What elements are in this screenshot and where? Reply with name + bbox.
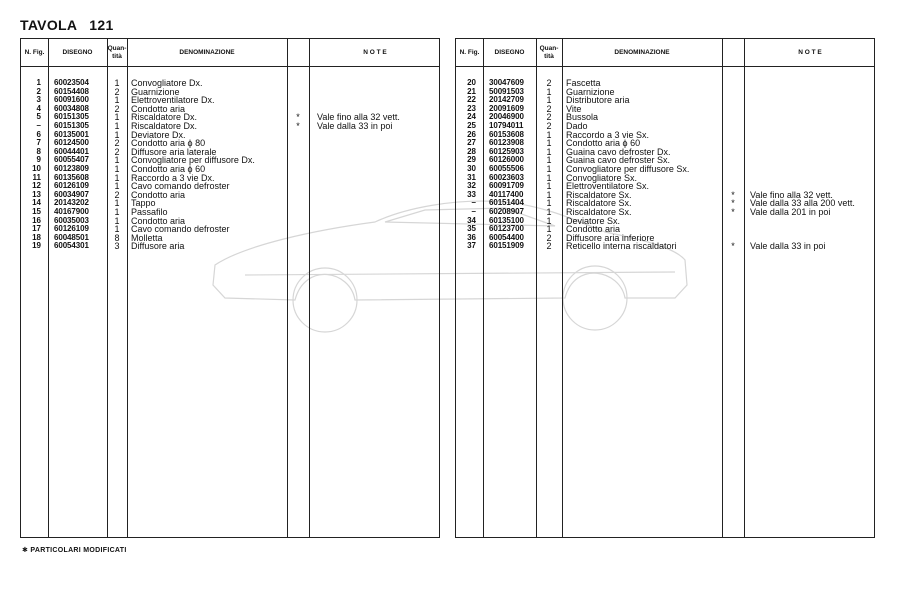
drawing-number: 60135608 [54, 172, 89, 182]
drawing-number: 50091503 [489, 86, 524, 96]
fig-number: 10 [32, 164, 41, 173]
footnote: ✱ PARTICOLARI MODIFICATI [22, 547, 127, 554]
fig-number: 15 [32, 207, 41, 216]
header-denominazione: DENOMINAZIONE [614, 48, 670, 56]
quantity: 1 [546, 181, 552, 192]
part-name: Distributore aria [566, 95, 630, 106]
quantity: 1 [114, 224, 120, 235]
quantity: 2 [546, 103, 552, 114]
fig-number: 20 [467, 78, 476, 87]
header-disegno: DISEGNO [494, 48, 525, 56]
fig-number: 16 [32, 215, 41, 225]
drawing-number: 10794011 [489, 121, 524, 130]
part-name: Diffusore aria laterale [131, 146, 217, 157]
drawing-number: 60091709 [489, 181, 524, 191]
fig-number: 1 [36, 78, 41, 87]
fig-number: 13 [32, 189, 41, 199]
drawing-number: 60154408 [54, 86, 89, 96]
fig-number: 23 [467, 103, 476, 113]
part-name: Cavo comando defroster [131, 224, 230, 235]
quantity: 1 [114, 207, 120, 217]
part-name: Condotto aria ϕ 60 [131, 164, 206, 174]
drawing-number: 60126109 [54, 224, 89, 234]
part-name: Convogliatore Sx. [566, 172, 638, 183]
part-name: Guaina cavo defroster Sx. [566, 155, 671, 166]
table-row [456, 242, 874, 251]
quantity: 1 [546, 207, 552, 217]
drawing-number: 60034907 [54, 189, 89, 199]
drawing-number: 30047609 [489, 78, 524, 87]
title-word: TAVOLA [20, 17, 78, 33]
quantity: 1 [546, 172, 552, 183]
header-quantita: Quan-tità [539, 44, 559, 60]
fig-number: 27 [467, 138, 476, 148]
note-text: Vale fino alla 32 vett. [750, 189, 833, 200]
note-text: Vale dalla 33 in poi [750, 241, 826, 252]
drawing-number: 60048501 [54, 232, 89, 242]
note-text: Vale dalla 33 in poi [317, 121, 393, 131]
drawing-number: 60054301 [54, 241, 89, 251]
part-name: Reticello interna riscaldatori [566, 241, 677, 252]
drawing-number: 60091600 [54, 95, 89, 105]
drawing-number: 60123908 [489, 138, 524, 148]
drawing-number: 60151305 [54, 112, 89, 122]
quantity: 2 [546, 78, 552, 88]
drawing-number: 40167900 [54, 207, 89, 216]
drawing-number: 20046900 [489, 112, 524, 122]
fig-number: 34 [467, 215, 476, 225]
part-name: Diffusore aria [131, 241, 185, 252]
part-name: Riscaldatore Dx. [131, 121, 198, 131]
part-name: Condotto aria ϕ 80 [131, 138, 206, 149]
fig-number: 2 [36, 86, 41, 96]
fig-number: 14 [32, 198, 41, 208]
quantity: 2 [114, 103, 120, 114]
quantity: 2 [114, 146, 120, 157]
part-name: Riscaldatore Sx. [566, 198, 632, 209]
drawing-number: 20143202 [54, 198, 89, 208]
fig-number: 4 [36, 103, 41, 113]
fig-number: 37 [467, 241, 476, 251]
quantity: 1 [114, 198, 120, 209]
fig-number: 29 [467, 155, 476, 165]
part-name: Molletta [131, 232, 163, 243]
fig-number: 5 [36, 112, 41, 122]
fig-number: 7 [36, 138, 41, 148]
part-name: Condotto aria [131, 215, 186, 226]
quantity: 1 [546, 155, 552, 166]
fig-number: 12 [32, 181, 41, 191]
quantity: 2 [114, 86, 120, 97]
drawing-number: 60123700 [489, 224, 524, 234]
left-parts-table [20, 38, 440, 538]
part-name: Raccordo a 3 vie Sx. [566, 129, 650, 140]
part-name: Dado [566, 121, 588, 131]
modified-marker: * [731, 198, 735, 209]
header-note: N O T E [798, 48, 822, 56]
fig-number: 18 [32, 232, 41, 242]
quantity: 1 [114, 112, 120, 123]
drawing-number: 60055407 [54, 155, 89, 165]
part-name: Condotto aria [566, 224, 621, 235]
part-name: Tappo [131, 198, 156, 209]
quantity: 1 [546, 86, 552, 97]
quantity: 1 [546, 138, 552, 149]
drawing-number: 60023603 [489, 172, 524, 182]
drawing-number: 20142709 [489, 95, 524, 105]
drawing-number: 60035003 [54, 215, 89, 225]
header-fig: N. Fig. [24, 48, 45, 56]
quantity: 1 [114, 121, 120, 131]
modified-marker: * [296, 121, 300, 131]
drawing-number: 40117400 [489, 189, 524, 199]
part-name: Bussola [566, 112, 599, 123]
drawing-number: 20091609 [489, 103, 524, 113]
drawing-number: 60054400 [489, 232, 524, 242]
note-text: Vale dalla 201 in poi [750, 207, 831, 217]
drawing-number: 60044401 [54, 146, 89, 156]
quantity: 1 [114, 155, 120, 166]
right-parts-table [455, 38, 875, 538]
quantity: 2 [546, 232, 552, 243]
quantity: 1 [546, 215, 552, 226]
quantity: 2 [546, 121, 552, 131]
fig-number: – [471, 207, 476, 216]
part-name: Elettroventilatore Dx. [131, 95, 215, 106]
header-quantita: Quan-tità [107, 44, 127, 60]
part-name: Fascetta [566, 78, 601, 88]
table-row [21, 242, 439, 251]
quantity: 1 [114, 215, 120, 226]
part-name: Convogliatore Dx. [131, 78, 203, 88]
quantity: 1 [114, 95, 120, 106]
fig-number: 21 [467, 86, 476, 96]
fig-number: 3 [36, 95, 41, 105]
fig-number: 30 [467, 164, 476, 173]
fig-number: – [471, 198, 476, 208]
part-name: Condotto aria [131, 103, 186, 114]
fig-number: 31 [467, 172, 476, 182]
quantity: 1 [114, 181, 120, 192]
fig-number: – [36, 121, 41, 130]
fig-number: 24 [467, 112, 476, 122]
part-name: Guaina cavo defroster Dx. [566, 146, 671, 157]
drawing-number: 60208907 [489, 207, 524, 216]
quantity: 2 [114, 138, 120, 149]
drawing-number: 60123809 [54, 164, 89, 173]
drawing-number: 60023504 [54, 78, 89, 87]
page-title [20, 17, 114, 33]
drawing-number: 60153608 [489, 129, 524, 139]
drawing-number: 60126109 [54, 181, 89, 191]
fig-number: 19 [32, 241, 41, 251]
quantity: 1 [114, 78, 120, 88]
drawing-number: 60124500 [54, 138, 89, 148]
part-name: Cavo comando defroster [131, 181, 230, 192]
quantity: 1 [546, 198, 552, 209]
drawing-number: 60151305 [54, 121, 89, 130]
fig-number: 17 [32, 224, 41, 234]
drawing-number: 60151404 [489, 198, 524, 208]
quantity: 1 [546, 129, 552, 140]
fig-number: 25 [467, 121, 476, 130]
header-fig: N. Fig. [459, 48, 480, 56]
part-name: Guarnizione [131, 86, 180, 97]
quantity: 1 [546, 146, 552, 157]
quantity: 1 [114, 129, 120, 140]
part-name: Riscaldatore Sx. [566, 189, 632, 200]
title-number: 121 [89, 17, 114, 33]
part-name: Raccordo a 3 vie Dx. [131, 172, 215, 183]
quantity: 2 [546, 241, 552, 252]
quantity: 1 [546, 164, 552, 174]
quantity: 1 [546, 189, 552, 200]
drawing-number: 60151909 [489, 241, 524, 251]
fig-number: 35 [467, 224, 476, 234]
quantity: 1 [114, 172, 120, 183]
part-name: Deviatore Sx. [566, 215, 621, 226]
fig-number: 6 [36, 129, 41, 139]
part-name: Condotto aria [131, 189, 186, 200]
header-disegno: DISEGNO [62, 48, 93, 56]
part-name: Diffusore aria inferiore [566, 232, 655, 243]
quantity: 2 [546, 112, 552, 123]
part-name: Riscaldatore Sx. [566, 207, 632, 217]
part-name: Guarnizione [566, 86, 615, 97]
part-name: Elettroventilatore Sx. [566, 181, 650, 192]
drawing-number: 60055506 [489, 164, 524, 173]
fig-number: 33 [467, 189, 476, 199]
quantity: 8 [114, 232, 120, 243]
quantity: 1 [546, 224, 552, 235]
quantity: 1 [114, 164, 120, 174]
drawing-number: 60135001 [54, 129, 89, 139]
part-name: Convogliatore per diffusore Sx. [566, 164, 690, 174]
fig-number: 8 [36, 146, 41, 156]
fig-number: 36 [467, 232, 476, 242]
header-denominazione: DENOMINAZIONE [179, 48, 235, 56]
header-note: N O T E [363, 48, 387, 56]
drawing-number: 60125903 [489, 146, 524, 156]
part-name: Passafilo [131, 207, 168, 217]
modified-marker: * [731, 189, 735, 200]
drawing-number: 60034808 [54, 103, 89, 113]
part-name: Riscaldatore Dx. [131, 112, 198, 123]
part-name: Convogliatore per diffusore Dx. [131, 155, 255, 166]
note-text: Vale fino alla 32 vett. [317, 112, 400, 123]
modified-marker: * [296, 112, 300, 123]
fig-number: 22 [467, 95, 476, 105]
fig-number: 32 [467, 181, 476, 191]
fig-number: 28 [467, 146, 476, 156]
drawing-number: 60126000 [489, 155, 524, 165]
fig-number: 11 [32, 172, 41, 182]
quantity: 2 [114, 189, 120, 200]
part-name: Vite [566, 103, 582, 114]
fig-number: 26 [467, 129, 476, 139]
part-name: Condotto aria ϕ 60 [566, 138, 641, 149]
fig-number: 9 [36, 155, 41, 165]
drawing-number: 60135100 [489, 215, 524, 225]
modified-marker: * [731, 207, 735, 217]
part-name: Deviatore Dx. [131, 129, 186, 140]
quantity: 3 [114, 241, 120, 252]
modified-marker: * [731, 241, 735, 252]
note-text: Vale dalla 33 alla 200 vett. [750, 198, 855, 209]
quantity: 1 [546, 95, 552, 106]
